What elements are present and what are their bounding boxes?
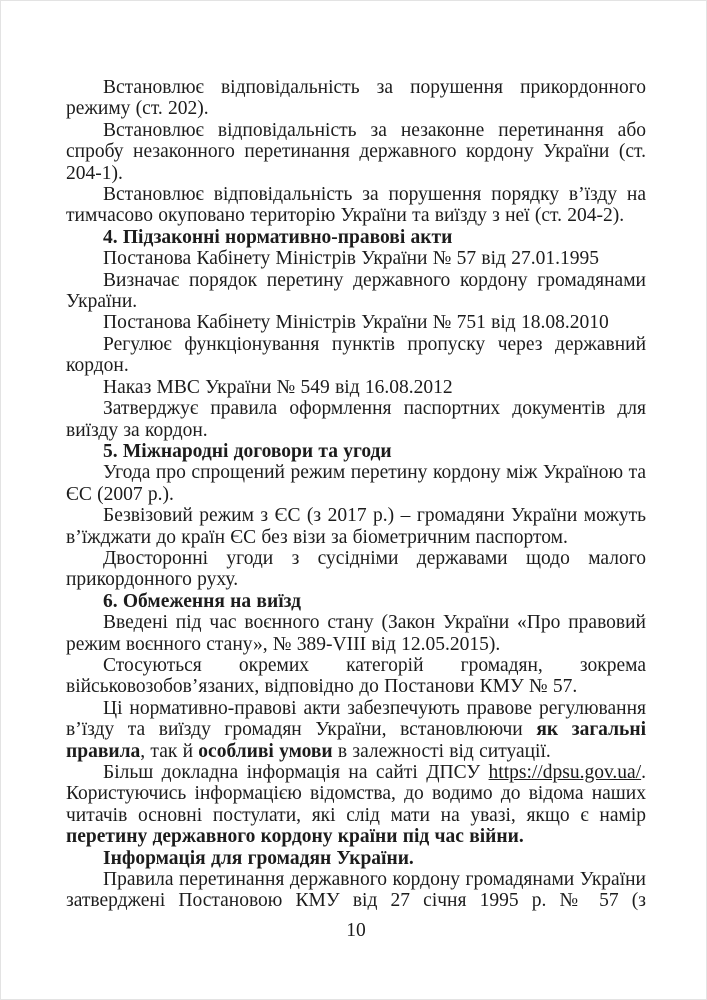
paragraph (66, 312, 646, 333)
text-segment: Введені під час воєнного стану (Закон України «Про правовий режим воєнного стану», № 389-VIII від 12.05.2015). (66, 612, 646, 655)
paragraph (66, 377, 646, 398)
paragraph (66, 869, 646, 912)
paragraph (66, 120, 646, 184)
paragraph (66, 548, 646, 591)
paragraph (66, 505, 646, 548)
text-segment: Встановлює відповідальність за порушення порядку в’їзду на тимчасово окуповано територію України та виїзду з неї (ст. 204-2). (66, 184, 646, 227)
paragraph (66, 248, 646, 269)
bold-text-segment: 6. Обмеження на виїзд (103, 590, 301, 612)
text-segment: Двосторонні угоди з сусідніми державами щодо малого прикордонного руху. (66, 547, 646, 591)
paragraph (66, 762, 646, 848)
document-body (66, 77, 646, 912)
text-segment: Встановлює відповідальність за незаконне перетинання або спробу незаконного перетинання державного кордону України (ст. 204-1). (66, 119, 646, 184)
text-segment: Правила перетинання державного кордону громадянами України затверджені Постановою КМУ від 27 січня 1995 р. № 57 (з (66, 869, 646, 912)
text-segment: Безвізовий режим з ЄС (з 2017 р.) – громадяни України можуть в’їжджати до країн ЄС без візи за біометричним паспортом. (66, 505, 646, 548)
text-segment: Постанова Кабінету Міністрів України № 751 від 18.08.2010 (103, 312, 609, 334)
text-segment: Затверджує правила оформлення паспортних документів для виїзду за кордон. (66, 398, 646, 441)
paragraph (66, 698, 646, 762)
paragraph (66, 184, 646, 227)
paragraph (66, 462, 646, 505)
text-segment: Визначає порядок перетину державного кордону громадянами України. (66, 269, 646, 313)
bold-text-segment: 5. Міжнародні договори та угоди (103, 440, 392, 462)
text-segment: Ці нормативно-правові акти забезпечують правове регулювання в’їзду та виїзду громадян України, встановлюючи (66, 697, 646, 741)
dpsu-website-link[interactable]: https://dpsu.gov.ua/ (488, 762, 642, 783)
bold-text-segment: особливі умови (198, 740, 333, 762)
page-number: 10 (346, 920, 366, 941)
text-segment: Більш докладна інформація на сайті ДПСУ (103, 762, 489, 783)
paragraph (66, 270, 646, 313)
section-heading (66, 227, 646, 248)
bold-text-segment: Інформація для громадян України. (103, 847, 414, 869)
text-segment: Встановлює відповідальність за порушення прикордонного режиму (ст. 202). (66, 77, 646, 120)
text-segment: Регулює функціонування пунктів пропуску через державний кордон. (66, 333, 646, 377)
paragraph (66, 655, 646, 698)
text-segment: в залежності від ситуації. (332, 740, 551, 762)
paragraph (66, 398, 646, 441)
paragraph (66, 612, 646, 655)
section-heading (66, 591, 646, 612)
paragraph (66, 77, 646, 120)
section-heading (66, 848, 646, 869)
text-segment: Угода про спрощений режим перетину кордону між Україною та ЄС (2007 р.). (66, 462, 646, 505)
text-segment: Постанова Кабінету Міністрів України № 57 від 27.01.1995 (103, 248, 599, 270)
text-segment: . Користуючись інформацією відомства, до водимо до відома наших читачів основні постулати, які слід мати на увазі, якщо є намір (66, 762, 646, 826)
text-segment: Стосуються окремих категорій громадян, зокрема військовозобов’язаних, відповідно до Постанови КМУ № 57. (66, 654, 646, 698)
bold-text-segment: 4. Підзаконні нормативно-правові акти (103, 226, 453, 248)
paragraph (66, 334, 646, 377)
text-segment: , так й (140, 740, 199, 762)
section-heading (66, 441, 646, 462)
bold-text-segment: як загальні правила (66, 719, 646, 762)
text-segment: Наказ МВС України № 549 від 16.08.2012 (103, 376, 453, 398)
bold-text-segment: перетину державного кордону країни під час війни. (66, 826, 524, 848)
